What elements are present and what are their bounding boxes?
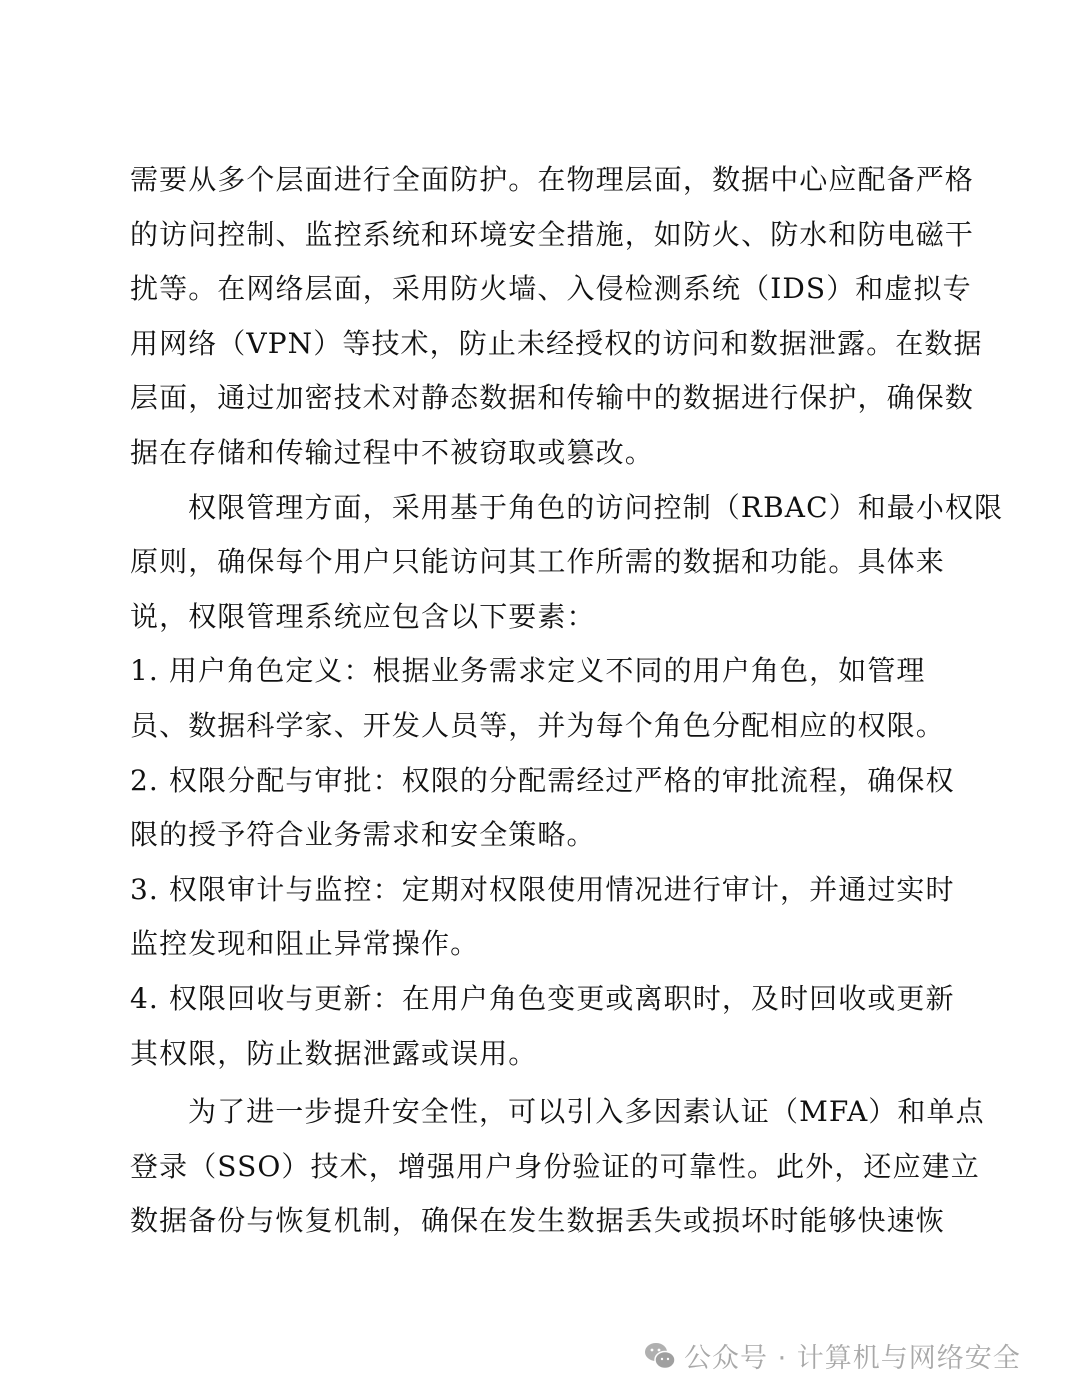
list-line: 员、数据科学家、开发人员等，并为每个角色分配相应的权限。 [130, 708, 945, 742]
text-line: 据在存储和传输过程中不被窃取或篡改。 [130, 435, 654, 469]
text-line: 数据备份与恢复机制，确保在发生数据丢失或损坏时能够快速恢 [130, 1204, 945, 1238]
list-line: 限的授予符合业务需求和安全策略。 [130, 818, 596, 852]
text-line: 权限管理方面，采用基于角色的访问控制（RBAC）和最小权限 [188, 490, 1004, 524]
numbered-list [130, 649, 960, 1086]
watermark-text: 公众号 · 计算机与网络安全 [684, 1343, 1021, 1374]
text-line: 的访问控制、监控系统和环境安全措施，如防火、防水和防电磁干 [130, 217, 974, 251]
text-line: 需要从多个层面进行全面防护。在物理层面，数据中心应配备严格 [130, 163, 974, 196]
text-line: 为了进一步提升安全性，可以引入多因素认证（MFA）和单点 [188, 1095, 985, 1129]
paragraph-3 [130, 1090, 985, 1254]
text-line: 层面，通过加密技术对静态数据和传输中的数据进行保护，确保数 [130, 381, 974, 415]
list-line: 3. 权限审计与监控：定期对权限使用情况进行审计，并通过实时 [130, 872, 955, 906]
list-line: 其权限，防止数据泄露或误用。 [130, 1036, 538, 1070]
list-line: 监控发现和阻止异常操作。 [130, 927, 480, 961]
list-line: 2. 权限分配与审批：权限的分配需经过严格的审批流程，确保权 [130, 763, 955, 797]
text-line: 用网络（VPN）等技术，防止未经授权的访问和数据泄露。在数据 [130, 326, 983, 360]
text-line: 原则，确保每个用户只能访问其工作所需的数据和功能。具体来 [130, 545, 945, 579]
list-line: 1. 用户角色定义：根据业务需求定义不同的用户角色，如管理 [130, 654, 926, 688]
paragraph-2 [130, 486, 1004, 650]
text-line: 扰等。在网络层面，采用防火墙、入侵检测系统（IDS）和虚拟专 [130, 272, 972, 306]
text-line: 登录（SSO）技术，增强用户身份验证的可靠性。此外，还应建立 [130, 1149, 980, 1183]
document-body [130, 158, 1004, 1254]
text-line: 说，权限管理系统应包含以下要素： [130, 599, 596, 633]
list-line: 4. 权限回收与更新：在用户角色变更或离职时，及时回收或更新 [130, 981, 955, 1015]
wechat-icon [644, 1341, 676, 1371]
paragraph-1 [130, 158, 983, 486]
watermark [644, 1336, 1021, 1375]
